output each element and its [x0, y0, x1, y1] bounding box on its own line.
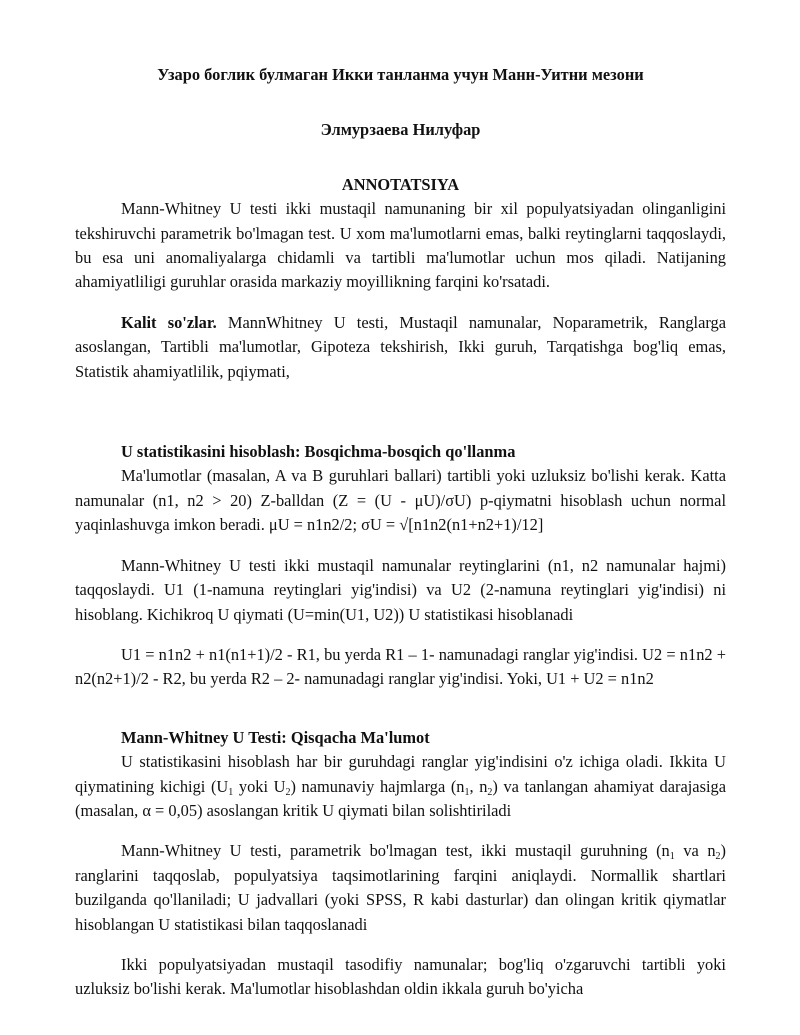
document-title: Узаро боглик булмаган Икки танланма учун Манн-Уитни мезони	[157, 65, 644, 84]
section2-paragraph-2: Mann-Whitney U testi, parametrik bo'lmagan test, ikki mustaqil guruhning ($n_1$ va $n_2$) ranglarini taqqoslab, populyatsiya taqsimotlarining farqini aniqlaydi. Normallik shartlari buzilganda qo'llaniladi; U jadvallari (yoki SPSS, R kabi dasturlar) dan olingan kritik qiymatlar hisoblangan U statistikasi bilan taqqoslanadi	[75, 841, 726, 934]
annotation-heading: ANNOTATSIYA	[341, 174, 460, 194]
keywords-label: Kalit so'zlar.	[121, 312, 217, 332]
section1-paragraph-3: U1 = n1n2 + n1(n1+1)/2 - R1, bu yerda R1 – 1- namunadagi ranglar yig'indisi. U2 = n1n2 + n2(n2+1)/2 - R2, bu yerda R2 – 2- namunadagi ranglar yig'indisi. Yoki, U1 + U2 = n1n2	[75, 644, 726, 689]
section1-paragraph-1: Ma'lumotlar (masalan, A va B guruhlari ballari) tartibli yoki uzluksiz bo'lishi kerak. Katta namunalar (n1, n2 > 20) Z-balldan (Z = (U - μU)/σU) p-qiymatni hisoblash uchun normal yaqinlashuvga imkon beradi. μU = n1n2/2; σU = √[n1n2(n1+n2+1)/12]	[75, 466, 726, 535]
keywords-text: MannWhitney U testi, Mustaqil namunalar, Noparametrik, Ranglarga asoslangan, Tartibli ma'lumotlar, Gipoteza tekshirish, Ikki guruh, Tarqatishga bog'liq emas, Statistik ahamiyatlilik, pqiymati,	[75, 312, 726, 381]
author-name: Элмурзаева Нилуфар	[320, 120, 481, 140]
section1-paragraph-2: Mann-Whitney U testi ikki mustaqil namunalar reytinglarini (n1, n2 namunalar hajmi) taqqoslaydi. U1 (1-namuna reytinglari yig'indisi) va U2 (2-namuna reytinglari yig'indisi) ni hisoblang. Kichikroq U qiymati (U=min(U1, U2)) U statistikasi hisoblanadi	[75, 555, 726, 624]
section-heading-summary: Mann-Whitney U Testi: Qisqacha Ma'lumot	[121, 727, 430, 747]
keywords-paragraph	[75, 311, 726, 384]
document-body	[75, 63, 726, 1002]
section2-paragraph-1: U statistikasini hisoblash har bir guruhdagi ranglar yig'indisini o'z ichiga oladi. Ikkita U qiymatining kichigi ($U_1$ yoki $U_2$) namunaviy hajmlarga ($n_1$, $n_2$) va tanlangan ahamiyat darajasiga (masalan, α = 0,05) asoslangan kritik U qiymati bilan solishtiriladi	[75, 752, 726, 820]
section2-paragraph-3: Ikki populyatsiyadan mustaqil tasodifiy namunalar; bog'liq o'zgaruvchi tartibli yoki uzluksiz bo'lishi kerak. Ma'lumotlar hisoblashdan oldin ikkala guruh bo'yicha	[75, 954, 726, 999]
annotation-paragraph: Mann-Whitney U testi ikki mustaqil namunaning bir xil populyatsiyadan olinganligini tekshiruvchi parametrik bo'lmagan test. U xom ma'lumotlarni emas, balki reytinglarni taqqoslaydi, bu esa uni anomaliyalarga chidamli va tartibli ma'lumotlar uchun mos qiladi. Natijaning ahamiyatliligi guruhlar orasida markaziy moyillikning farqini ko'rsatadi.	[75, 199, 726, 292]
section-heading-u-statistic: U statistikasini hisoblash: Bosqichma-bosqich qo'llanma	[121, 442, 516, 462]
